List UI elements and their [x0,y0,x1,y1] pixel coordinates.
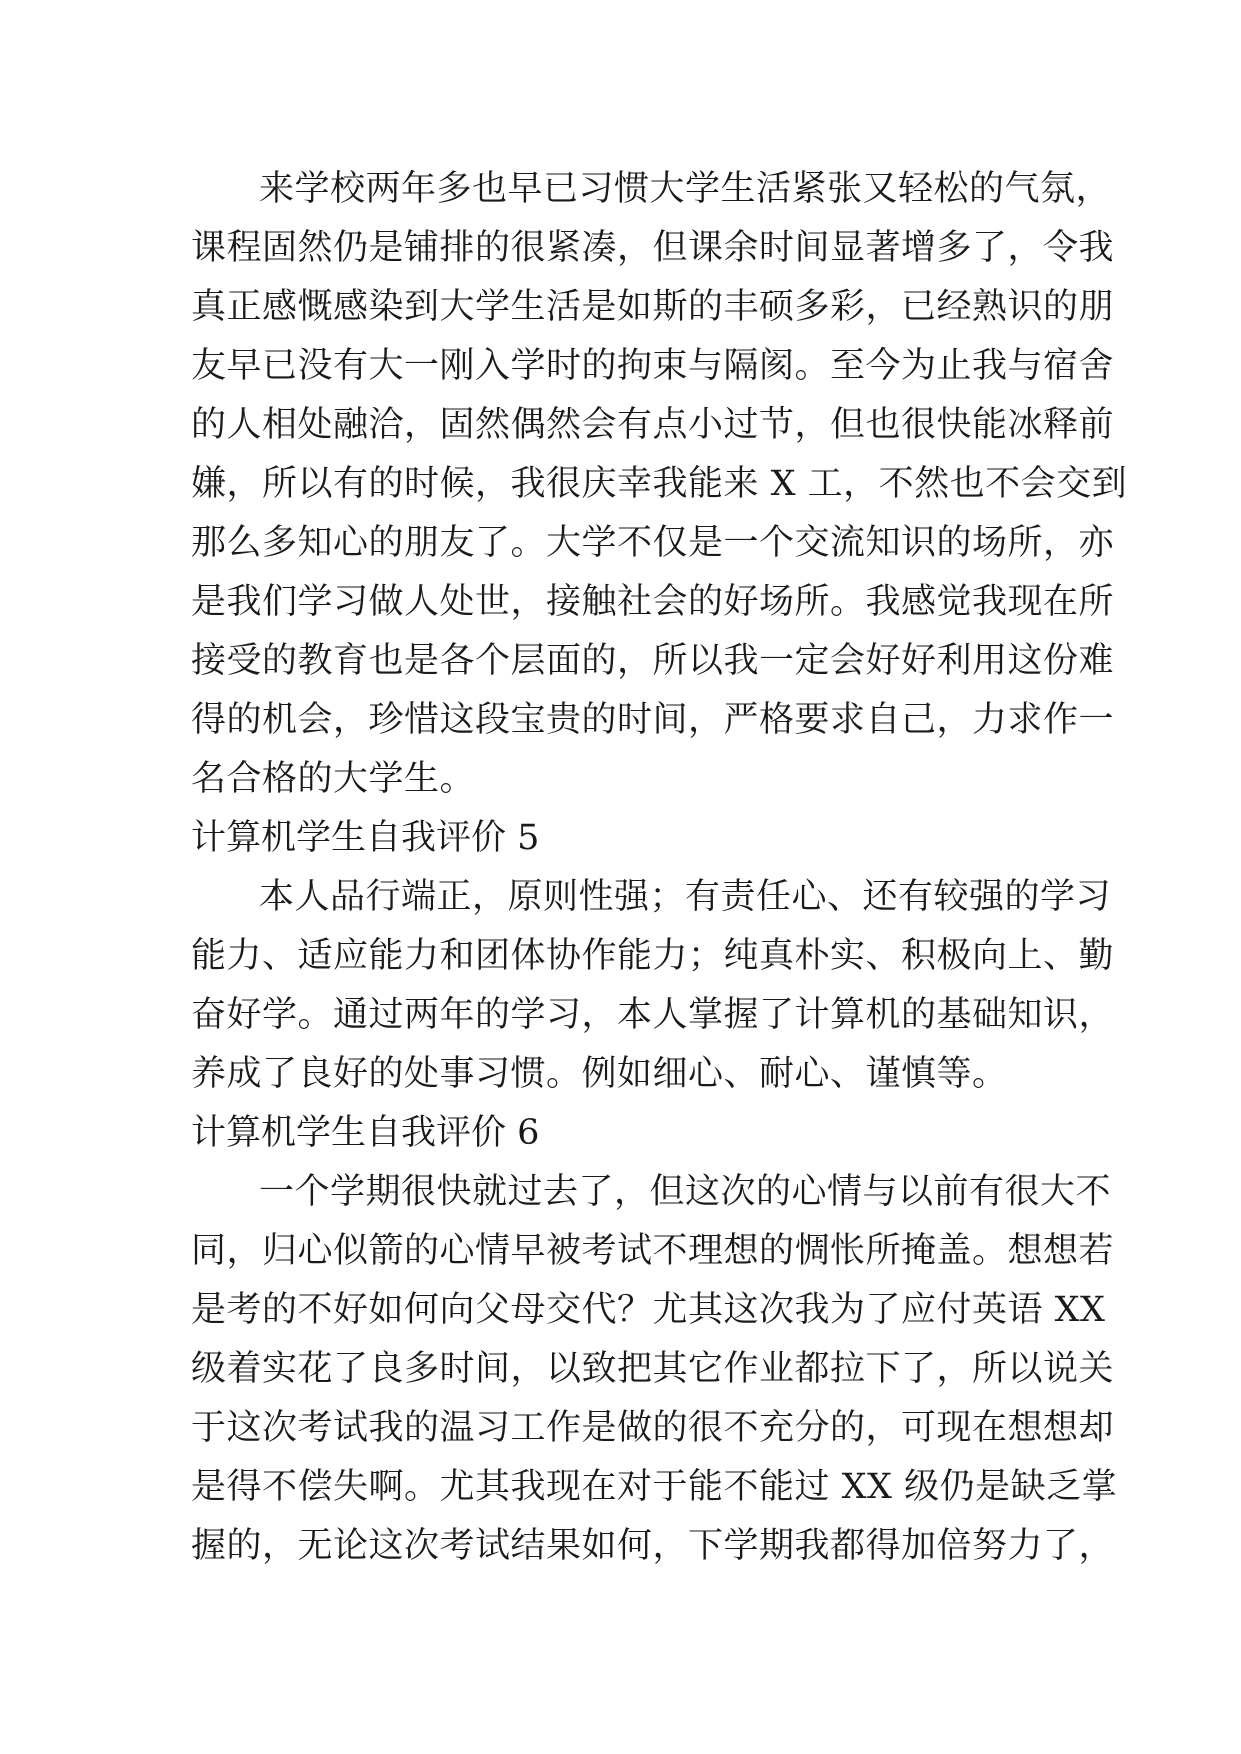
text-line: 奋好学。通过两年的学习，本人掌握了计算机的基础知识， [191,995,1115,1035]
text-line: 养成了良好的处事习惯。例如细心、耐心、谨慎等。 [191,1054,1008,1094]
text-line: 那么多知心的朋友了。大学不仅是一个交流知识的场所，亦 [191,523,1115,563]
paragraph-intro [191,160,1128,809]
text-line: 友早已没有大一刚入学时的拘束与隔阂。至今为止我与宿舍 [191,346,1115,386]
text-line: 名合格的大学生。 [191,759,476,799]
text-line: 能力、适应能力和团体协作能力；纯真朴实、积极向上、勤 [191,936,1115,976]
text-line: 握的，无论这次考试结果如何，下学期我都得加倍努力了， [191,1526,1115,1566]
text-line: 课程固然仍是铺排的很紧凑，但课余时间显著增多了，令我 [191,228,1115,268]
text-line: 一个学期很快就过去了，但这次的心情与以前有很大不 [259,1172,1112,1212]
section-title: 计算机学生自我评价 6 [191,1113,540,1153]
paragraph-evaluation-6 [191,1163,1118,1576]
text-line: 同，归心似箭的心情早被考试不理想的惆怅所掩盖。想想若 [191,1231,1115,1271]
text-line: 嫌，所以有的时候，我很庆幸我能来 X 工，不然也不会交到 [191,464,1128,504]
text-line: 接受的教育也是各个层面的，所以我一定会好好利用这份难 [191,641,1115,681]
text-line: 的人相处融洽，固然偶然会有点小过节，但也很快能冰释前 [191,405,1115,445]
text-line: 来学校两年多也早已习惯大学生活紧张又轻松的气氛， [259,169,1112,209]
document-page [191,160,1128,1576]
paragraph-evaluation-5 [191,868,1115,1104]
text-line: 于这次考试我的温习工作是做的很不充分的，可现在想想却 [191,1408,1115,1448]
text-line: 级着实花了良多时间，以致把其它作业都拉下了，所以说关 [191,1349,1115,1389]
text-line: 真正感慨感染到大学生活是如斯的丰硕多彩，已经熟识的朋 [191,287,1115,327]
text-line: 是得不偿失啊。尤其我现在对于能不能过 XX 级仍是缺乏掌 [191,1467,1118,1507]
text-line: 本人品行端正，原则性强；有责任心、还有较强的学习 [259,877,1112,917]
text-line: 是我们学习做人处世，接触社会的好场所。我感觉我现在所 [191,582,1115,622]
text-line: 得的机会，珍惜这段宝贵的时间，严格要求自己，力求作一 [191,700,1115,740]
text-line: 是考的不好如何向父母交代？尤其这次我为了应付英语 XX [191,1290,1106,1330]
section-heading-5 [191,809,1051,868]
section-heading-6 [191,1104,1051,1163]
section-title: 计算机学生自我评价 5 [191,818,540,858]
